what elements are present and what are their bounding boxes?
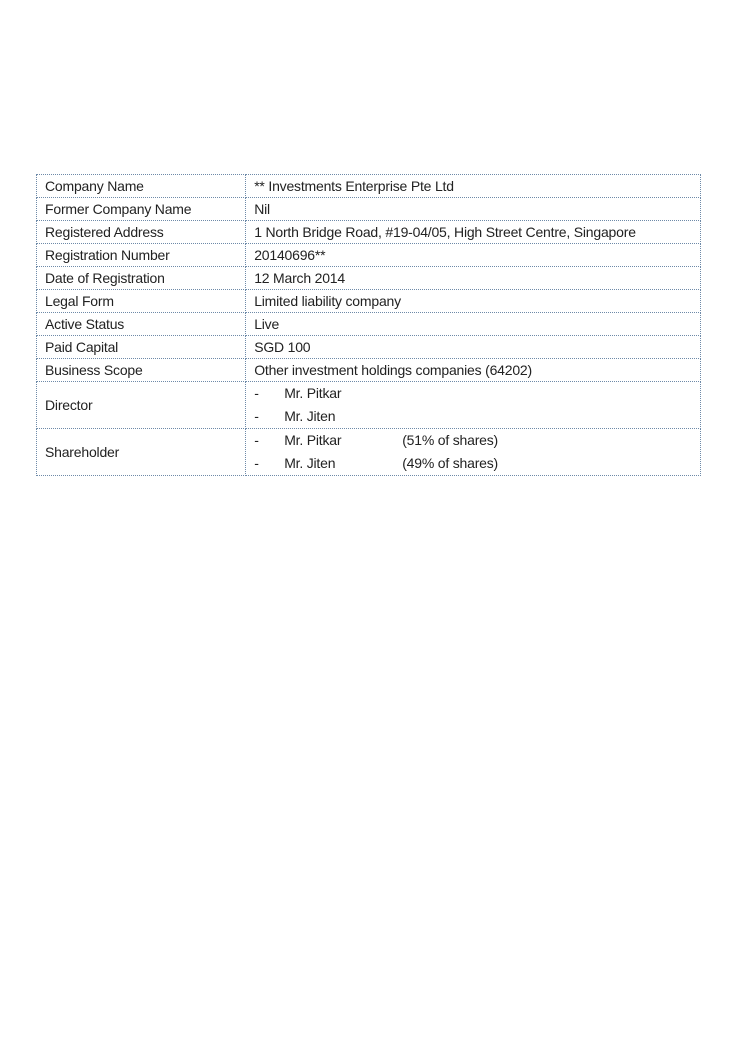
list-dash: - (254, 455, 259, 471)
shareholder-share: (49% of shares) (402, 455, 499, 471)
shareholder-name: Mr. Pitkar (284, 432, 342, 448)
list-dash: - (254, 385, 259, 401)
table-row (37, 359, 701, 382)
former-company-name-label: Former Company Name (37, 198, 246, 221)
business-scope-value: Other investment holdings companies (64202) (246, 359, 701, 382)
registration-number-label: Registration Number (37, 244, 246, 267)
registration-number-value: 20140696** (246, 244, 701, 267)
active-status-label: Active Status (37, 313, 246, 336)
table-row (37, 267, 701, 290)
business-scope-label: Business Scope (37, 359, 246, 382)
table-row (37, 429, 701, 476)
table-row (37, 221, 701, 244)
legal-form-value: Limited liability company (246, 290, 701, 313)
list-item (254, 429, 692, 452)
company-name-value: ** Investments Enterprise Pte Ltd (246, 175, 701, 198)
shareholder-name: Mr. Jiten (284, 455, 336, 471)
list-dash: - (254, 432, 259, 448)
list-item (254, 405, 692, 428)
table-row (37, 198, 701, 221)
list-item (254, 452, 692, 475)
table-row (37, 382, 701, 429)
director-list (246, 382, 701, 429)
list-item (254, 382, 692, 405)
date-of-registration-value: 12 March 2014 (246, 267, 701, 290)
table-row (37, 290, 701, 313)
shareholder-list (246, 429, 701, 476)
company-name-label: Company Name (37, 175, 246, 198)
table-row (37, 313, 701, 336)
paid-capital-value: SGD 100 (246, 336, 701, 359)
shareholder-label: Shareholder (37, 429, 246, 476)
registered-address-value: 1 North Bridge Road, #19-04/05, High Street Centre, Singapore (246, 221, 701, 244)
registered-address-label: Registered Address (37, 221, 246, 244)
date-of-registration-label: Date of Registration (37, 267, 246, 290)
legal-form-label: Legal Form (37, 290, 246, 313)
table-row (37, 175, 701, 198)
company-info-table (36, 174, 701, 476)
paid-capital-label: Paid Capital (37, 336, 246, 359)
director-name: Mr. Pitkar (284, 385, 342, 401)
table-row (37, 244, 701, 267)
active-status-value: Live (246, 313, 701, 336)
list-dash: - (254, 408, 259, 424)
director-label: Director (37, 382, 246, 429)
director-name: Mr. Jiten (284, 408, 336, 424)
former-company-name-value: Nil (246, 198, 701, 221)
table-row (37, 336, 701, 359)
shareholder-share: (51% of shares) (402, 432, 499, 448)
